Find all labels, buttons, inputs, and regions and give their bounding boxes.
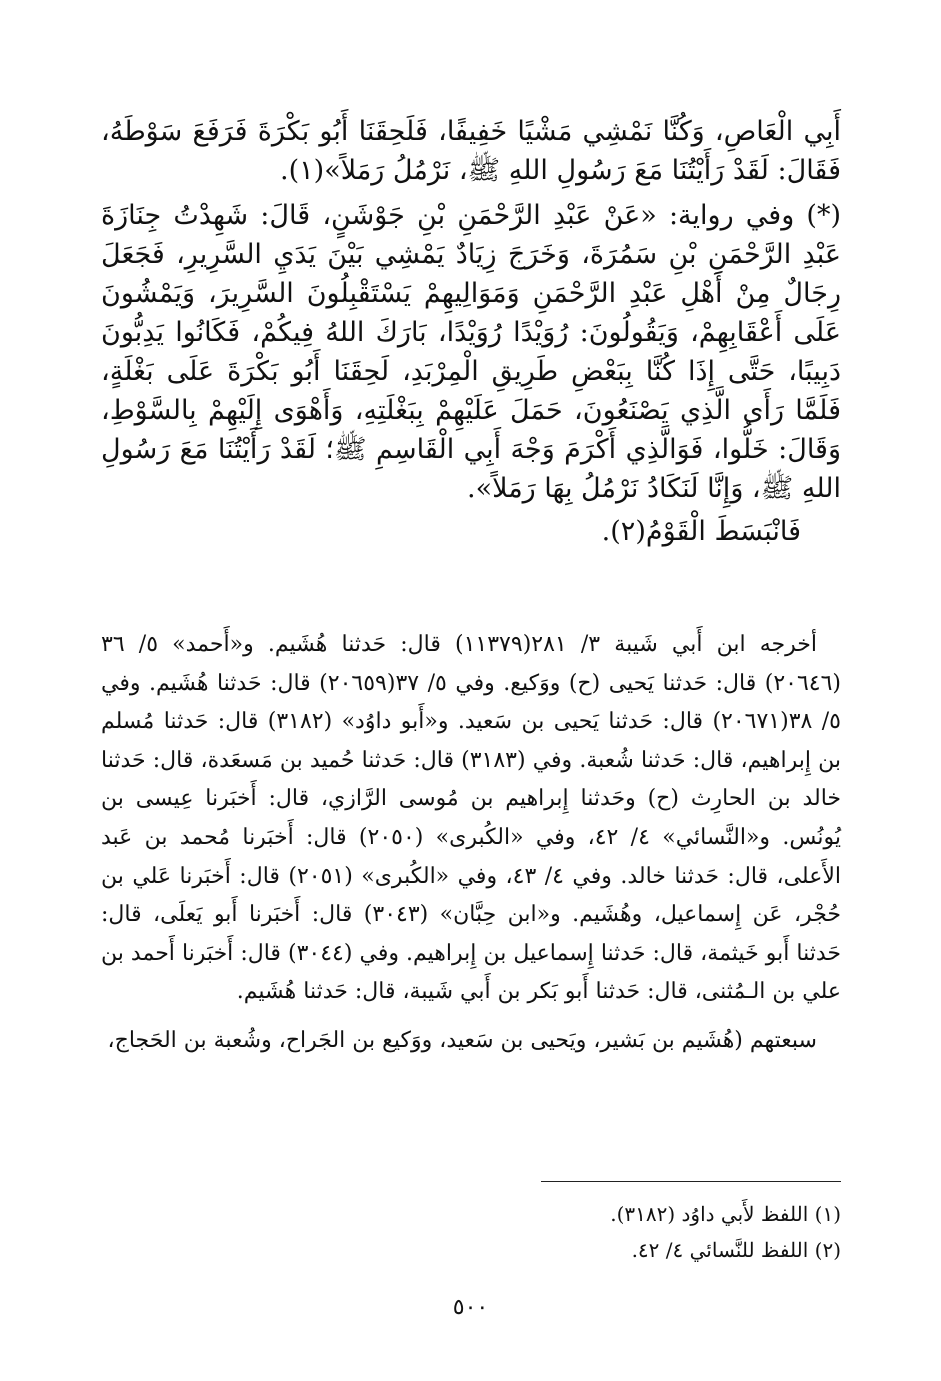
footnote-2: (٢) اللفظ للنَّسائي ٤/ ٤٢.	[631, 1238, 841, 1262]
hadith-closing: فَانْبَسَطَ الْقَوْمُ(٢).	[601, 516, 801, 547]
page-number: ٥٠٠	[452, 1295, 489, 1320]
hadith-paragraph: أَبِي الْعَاصِ، وَكُنَّا نَمْشِي مَشْيًا خَفِيفًا، فَلَحِقَنَا أَبُو بَكْرَةَ فَرَفَعَ سَوْطَهُ، فَقَالَ: لَقَدْ رَأَيْتُنَا مَعَ رَسُولِ اللهِ ﷺ، نَرْمُلُ رَمَلاً»(١).	[101, 116, 841, 186]
footnote-1: (١) اللفظ لأَبي داوُد (٣١٨٢).	[610, 1202, 841, 1226]
hadith-variant-paragraph: (*) وفي رواية: «عَنْ عَبْدِ الرَّحْمَنِ بْنِ جَوْشَنٍ، قَالَ: شَهِدْتُ جِنَازَةَ عَبْدِ الرَّحْمَنِ بْنِ سَمُرَةَ، وَخَرَجَ زِيَادٌ يَمْشِي بَيْنَ يَدَيِ السَّرِيرِ، فَجَعَلَ رِجَالٌ مِنْ أَهْلِ عَبْدِ الرَّحْمَنِ وَمَوَالِيهِمْ يَسْتَقْبِلُونَ السَّرِيرَ، وَيَمْشُونَ عَلَى أَعْقَابِهِمْ، وَيَقُولُونَ: رُوَيْدًا رُوَيْدًا، بَارَكَ اللهُ فِيكُمْ، فَكَانُوا يَدِبُّونَ دَبِيبًا، حَتَّى إِذَا كُنَّا بِبَعْضِ طَرِيقِ الْمِرْبَدِ، لَحِقَنَا أَبُو بَكْرَةَ عَلَى بَغْلَةٍ، فَلَمَّا رَأَى الَّذِي يَصْنَعُونَ، حَمَلَ عَلَيْهِمْ بِبَغْلَتِهِ، وَأَهْوَى إِلَيْهِمْ بِالسَّوْطِ، وَقَالَ: خَلُّوا، فَوَالَّذِي أَكْرَمَ وَجْهَ أَبِي الْقَاسِمِ ﷺ؛ لَقَدْ رَأَيْتُنَا مَعَ رَسُولِ اللهِ ﷺ، وَإِنَّا لَنَكَادُ نَرْمُلُ بِهَا رَمَلاً».	[101, 200, 841, 504]
hadith-text	[101, 112, 841, 551]
takhrij-paragraph: أخرجه ابن أَبي شَيبة ٣/ ٢٨١(١١٣٧٩) قال: حَدثنا هُشَيم. و«أَحمد» ٥/ ٣٦ (٢٠٦٤٦) قال: حَدثنا يَحيى (ح) ووَكيع. وفي ٥/ ٣٧(٢٠٦٥٩) قال: حَدثنا هُشَيم. وفي ٥/ ٣٨(٢٠٦٧١) قال: حَدثنا يَحيى بن سَعيد. و«أَبو داوُد» (٣١٨٢) قال: حَدثنا مُسلم بن إِبراهيم، قال: حَدثنا شُعبة. وفي (٣١٨٣) قال: حَدثنا حُميد بن مَسعَدة، قال: حَدثنا خالد بن الحارِث (ح) وحَدثنا إِبراهيم بن مُوسى الرَّازي، قال: أَخبَرنا عِيسى بن يُونُس. و«النَّسائي» ٤/ ٤٢، وفي «الكُبرى» (٢٠٥٠) قال: أَخبَرنا مُحمد بن عَبد الأَعلى، قال: حَدثنا خالد. وفي ٤/ ٤٣، وفي «الكُبرى» (٢٠٥١) قال: أَخبَرنا عَلي بن حُجْر، عَن إِسماعيل، وهُشَيم. و«ابن حِبَّان» (٣٠٤٣) قال: أَخبَرنا أَبو يَعلَى، قال: حَدثنا أَبو خَيثمة، قال: حَدثنا إِسماعيل بن إِبراهيم. وفي (٣٠٤٤) قال: أَخبَرنا أَحمد بن علي بن الـمُثنى، قال: حَدثنا أَبو بَكر بن أَبي شَيبة، قال: حَدثنا هُشَيم.	[101, 632, 841, 1005]
footnote-divider	[541, 1181, 841, 1182]
takhrij-text	[101, 626, 841, 1061]
takhrij-paragraph-continued: سبعتهم (هُشَيم بن بَشير، ويَحيى بن سَعيد، ووَكيع بن الجَراح، وشُعبة بن الحَجاج،	[107, 1027, 817, 1053]
footnotes	[101, 1196, 841, 1268]
